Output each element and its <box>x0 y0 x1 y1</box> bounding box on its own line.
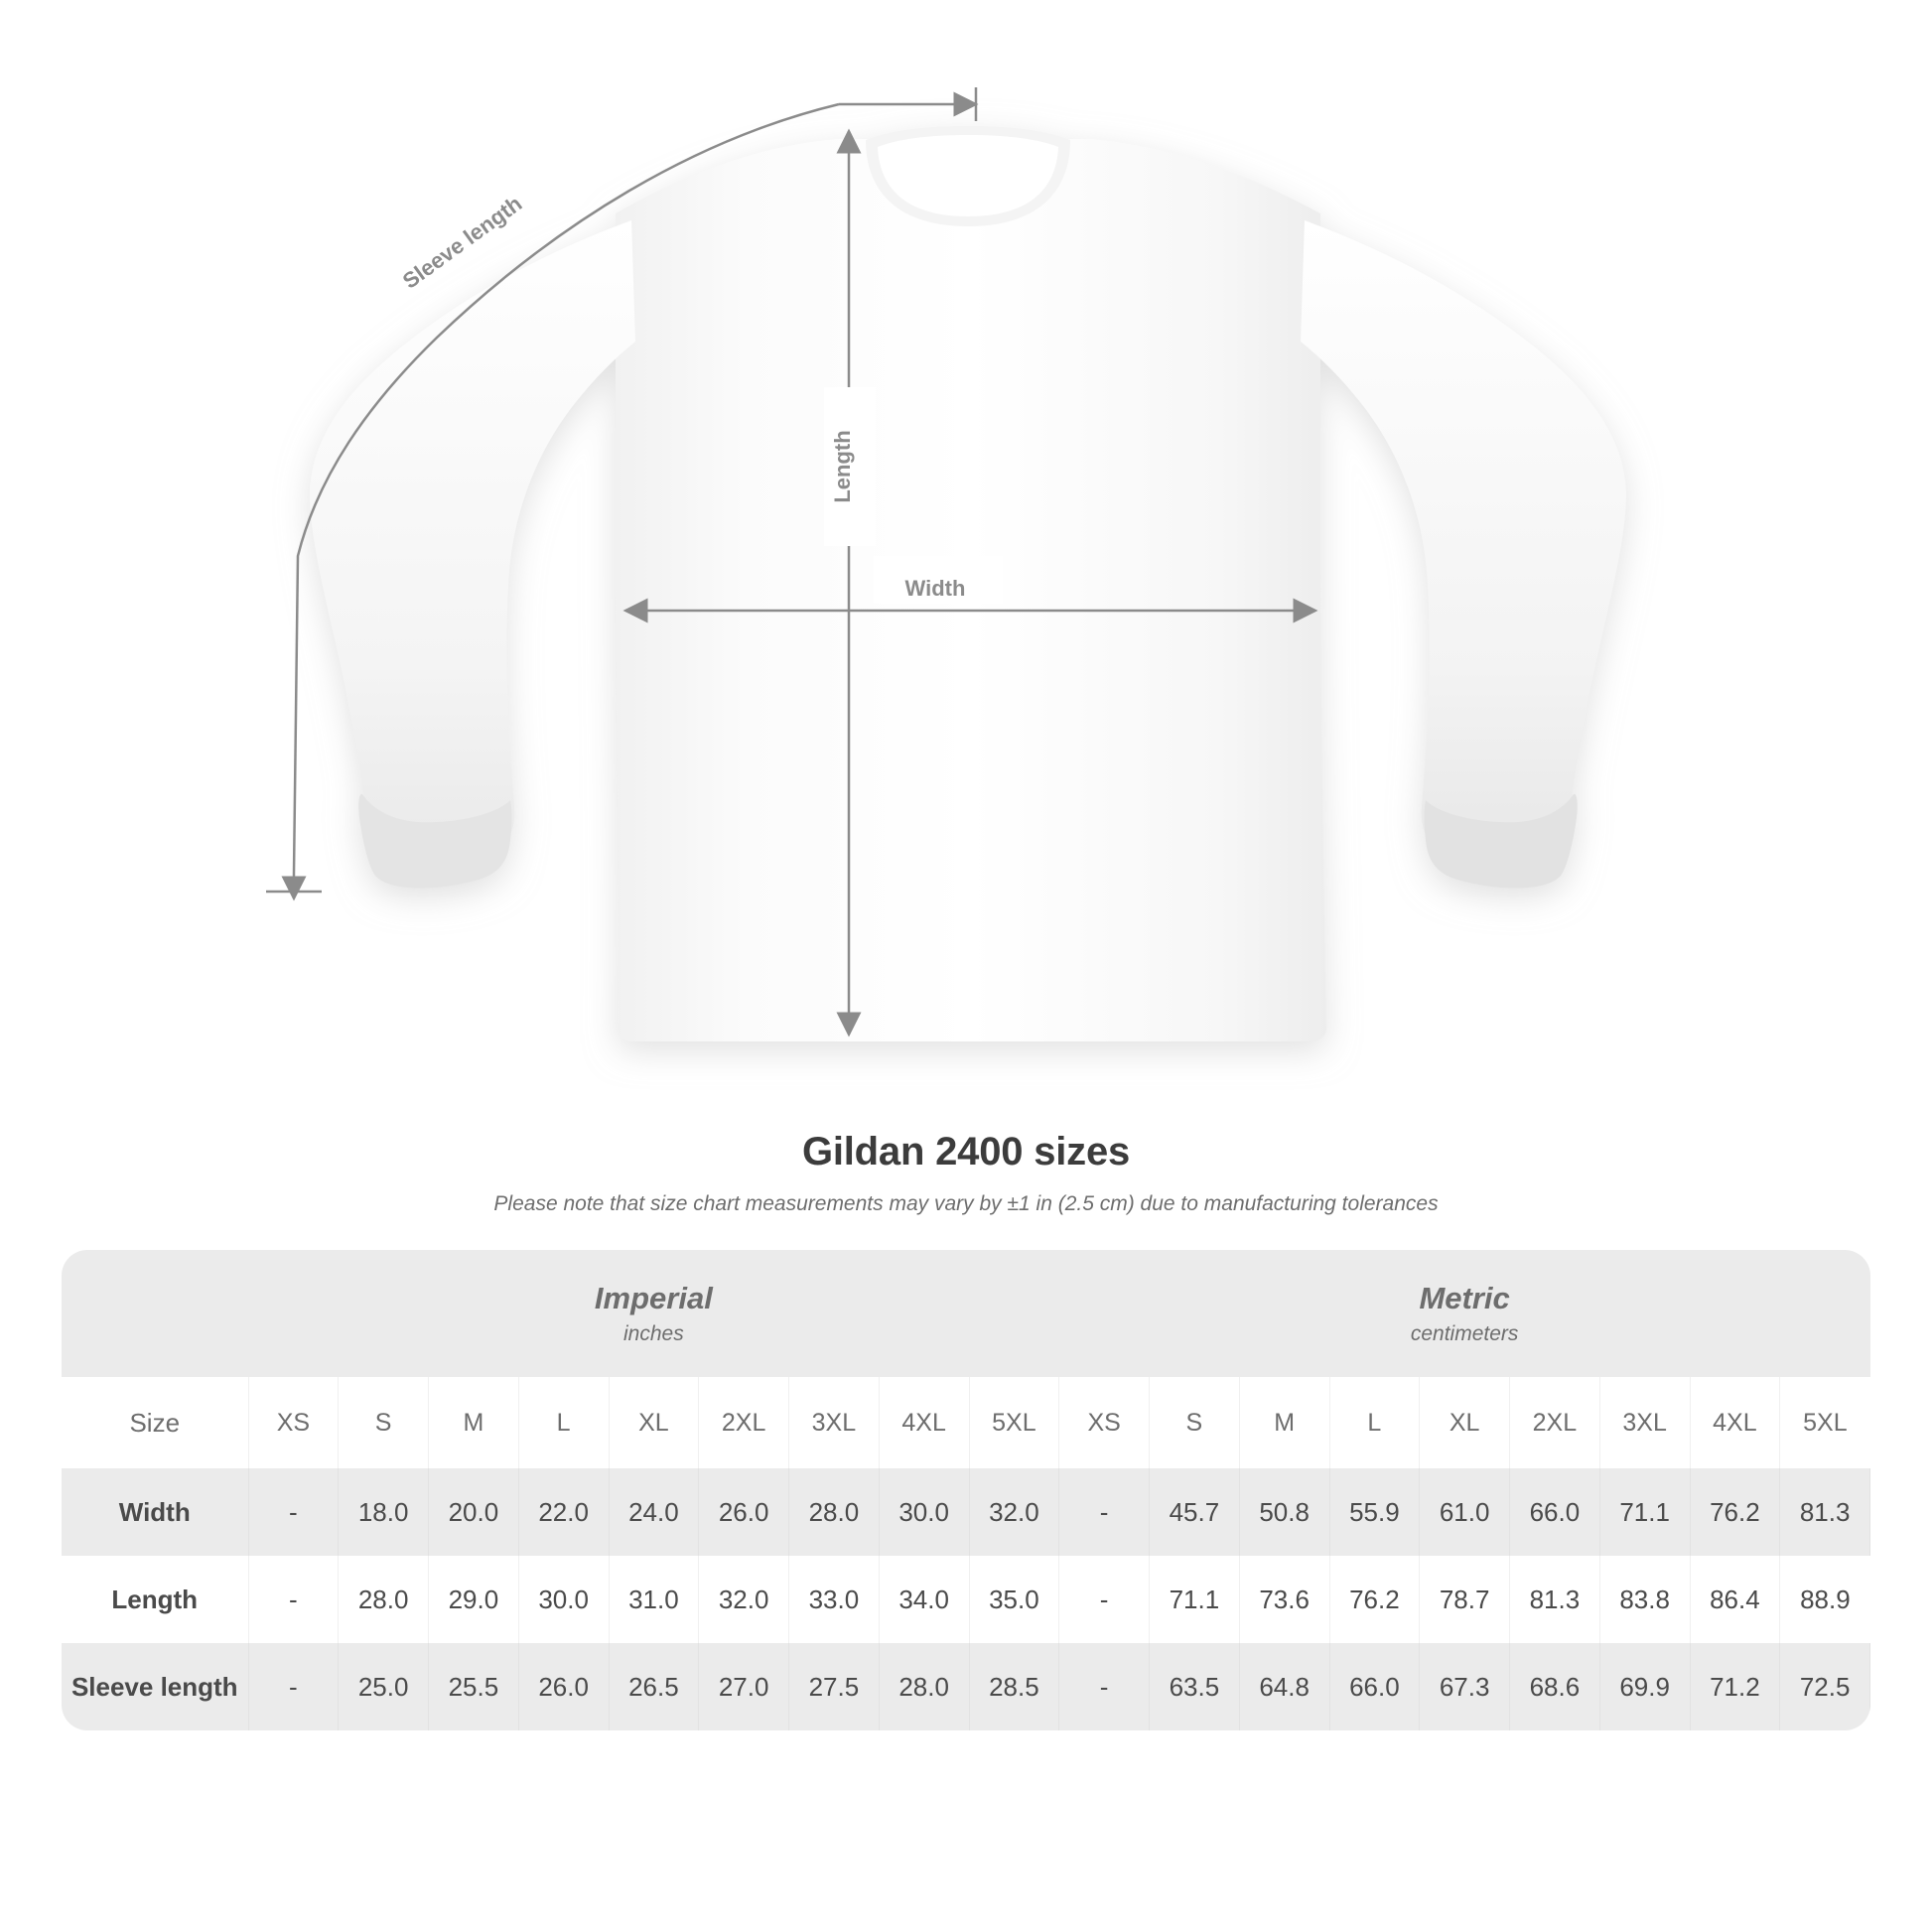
size-header-cell: S <box>339 1377 429 1468</box>
row-label: Width <box>62 1468 248 1556</box>
measurement-cell: 26.5 <box>609 1643 699 1730</box>
measurement-cell: 45.7 <box>1150 1468 1240 1556</box>
size-table <box>62 1250 1870 1730</box>
tolerance-note: Please note that size chart measurements may vary by ±1 in (2.5 cm) due to manufacturing tolerances <box>493 1192 1439 1215</box>
size-header-cell: M <box>429 1377 519 1468</box>
measurement-cell: 24.0 <box>609 1468 699 1556</box>
measurement-cell: 86.4 <box>1690 1556 1780 1643</box>
size-header-cell: 5XL <box>1780 1377 1870 1468</box>
measurement-cell: 88.9 <box>1780 1556 1870 1643</box>
measurement-cell: - <box>1059 1643 1150 1730</box>
size-header-cell: 3XL <box>1599 1377 1690 1468</box>
row-label: Sleeve length <box>62 1643 248 1730</box>
measurement-cell: 55.9 <box>1329 1468 1420 1556</box>
length-label: Length <box>830 430 855 503</box>
unit-header-imperial <box>248 1250 1059 1377</box>
measurement-cell: - <box>248 1643 339 1730</box>
measurement-cell: 83.8 <box>1599 1556 1690 1643</box>
measurement-cell: 81.3 <box>1780 1468 1870 1556</box>
measurement-cell: 28.5 <box>969 1643 1059 1730</box>
size-header-cell: 2XL <box>699 1377 789 1468</box>
measurement-cell: 81.3 <box>1510 1556 1600 1643</box>
measurement-cell: 76.2 <box>1690 1468 1780 1556</box>
size-header-cell: XS <box>248 1377 339 1468</box>
measurement-cell: 50.8 <box>1239 1468 1329 1556</box>
measurement-cell: 27.0 <box>699 1643 789 1730</box>
measurement-cell: 26.0 <box>699 1468 789 1556</box>
measurement-cell: 28.0 <box>879 1643 969 1730</box>
unit-subtitle: centimeters <box>1410 1322 1519 1345</box>
measurement-cell: 28.0 <box>339 1556 429 1643</box>
unit-header-metric <box>1059 1250 1870 1377</box>
measurement-cell: - <box>1059 1556 1150 1643</box>
measurement-cell: 32.0 <box>699 1556 789 1643</box>
measurement-cell: 71.1 <box>1599 1468 1690 1556</box>
measurement-cell: 72.5 <box>1780 1643 1870 1730</box>
row-label: Length <box>62 1556 248 1643</box>
measurement-cell: 30.0 <box>518 1556 609 1643</box>
unit-header-spacer <box>62 1250 248 1377</box>
size-header-cell: 3XL <box>789 1377 880 1468</box>
measurement-cell: 32.0 <box>969 1468 1059 1556</box>
size-header-cell: XS <box>1059 1377 1150 1468</box>
measurement-cell: 25.0 <box>339 1643 429 1730</box>
unit-header-row <box>62 1250 1870 1377</box>
measurement-cell: - <box>248 1556 339 1643</box>
size-header-cell: 5XL <box>969 1377 1059 1468</box>
table-row <box>62 1556 1870 1643</box>
measurement-cell: 76.2 <box>1329 1556 1420 1643</box>
measurement-cell: 18.0 <box>339 1468 429 1556</box>
measurement-cell: 31.0 <box>609 1556 699 1643</box>
title-block <box>0 1130 1932 1216</box>
measurement-cell: 66.0 <box>1329 1643 1420 1730</box>
measurement-cell: 78.7 <box>1420 1556 1510 1643</box>
measurement-cell: 33.0 <box>789 1556 880 1643</box>
size-header-cell: L <box>1329 1377 1420 1468</box>
table-row <box>62 1468 1870 1556</box>
unit-subtitle: inches <box>623 1322 684 1345</box>
size-header-cell: M <box>1239 1377 1329 1468</box>
size-header-cell: 4XL <box>1690 1377 1780 1468</box>
size-table-wrapper <box>62 1250 1870 1730</box>
measurement-cell: - <box>248 1468 339 1556</box>
unit-name: Imperial <box>594 1281 713 1315</box>
measurement-cell: 28.0 <box>789 1468 880 1556</box>
measurement-cell: 68.6 <box>1510 1643 1600 1730</box>
measurement-cell: 64.8 <box>1239 1643 1329 1730</box>
measurement-cell: 20.0 <box>429 1468 519 1556</box>
size-header-cell: S <box>1150 1377 1240 1468</box>
measurement-cell: 29.0 <box>429 1556 519 1643</box>
measurement-cell: 25.5 <box>429 1643 519 1730</box>
size-header-cell: XL <box>609 1377 699 1468</box>
page-title: Gildan 2400 sizes <box>801 1130 1131 1173</box>
measurement-cell: 63.5 <box>1150 1643 1240 1730</box>
measurement-cell: 71.1 <box>1150 1556 1240 1643</box>
size-header-cell: 2XL <box>1510 1377 1600 1468</box>
measurement-cell: 26.0 <box>518 1643 609 1730</box>
size-header-label: Size <box>62 1377 248 1468</box>
unit-name: Metric <box>1419 1281 1510 1315</box>
measurement-cell: 73.6 <box>1239 1556 1329 1643</box>
measurement-cell: 35.0 <box>969 1556 1059 1643</box>
size-header-row <box>62 1377 1870 1468</box>
measurement-cell: 22.0 <box>518 1468 609 1556</box>
table-row <box>62 1643 1870 1730</box>
measurement-cell: 69.9 <box>1599 1643 1690 1730</box>
size-header-cell: L <box>518 1377 609 1468</box>
size-header-cell: XL <box>1420 1377 1510 1468</box>
size-header-cell: 4XL <box>879 1377 969 1468</box>
measurement-cell: 61.0 <box>1420 1468 1510 1556</box>
width-label: Width <box>904 576 966 601</box>
measurement-cell: 66.0 <box>1510 1468 1600 1556</box>
measurement-cell: 34.0 <box>879 1556 969 1643</box>
measurement-cell: 30.0 <box>879 1468 969 1556</box>
measurement-cell: 67.3 <box>1420 1643 1510 1730</box>
sleeve-length-label: Sleeve length <box>397 191 527 294</box>
measurement-cell: 71.2 <box>1690 1643 1780 1730</box>
measurement-cell: - <box>1059 1468 1150 1556</box>
measurement-cell: 27.5 <box>789 1643 880 1730</box>
